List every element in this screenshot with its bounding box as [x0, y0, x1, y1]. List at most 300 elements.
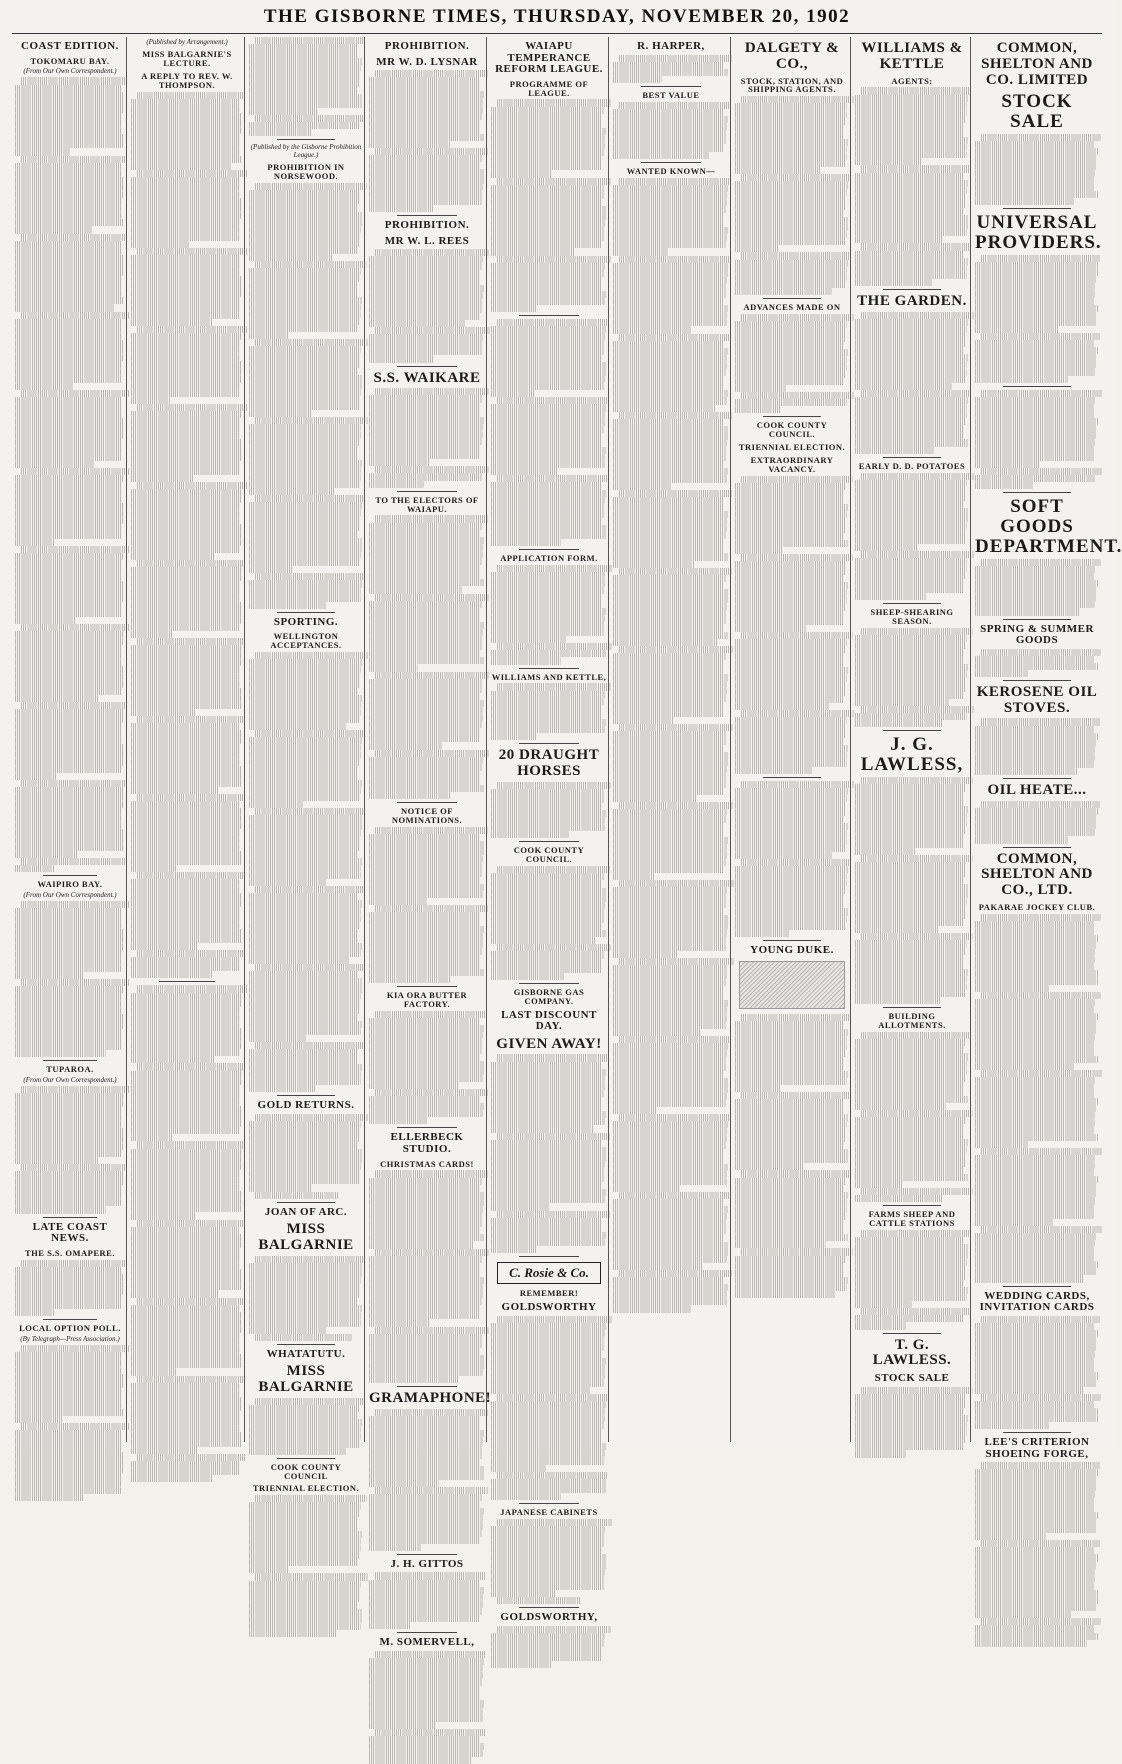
text-line: [131, 624, 240, 631]
text-line: [249, 353, 360, 360]
text-line: [15, 815, 121, 822]
text-line: [249, 1502, 361, 1509]
text-line: [975, 1275, 1084, 1282]
text-line: [249, 318, 360, 325]
text-line: [249, 311, 361, 318]
text-line: [975, 1268, 1097, 1275]
text-line: [369, 679, 482, 686]
article-body: [15, 901, 125, 1057]
text-line: [855, 1131, 964, 1138]
text-line: [131, 865, 176, 872]
headline: DALGETY & CO.,: [744, 40, 840, 72]
text-line: [249, 1298, 358, 1305]
text-line: [491, 1590, 555, 1597]
text-line: [491, 959, 602, 966]
text-line: [613, 660, 724, 667]
text-line: [491, 149, 604, 156]
text-line: [131, 737, 241, 744]
text-line: [255, 183, 367, 190]
headline: 20 DRAUGHT HORSES: [498, 747, 600, 779]
text-line: [15, 1128, 124, 1135]
text-line: [855, 102, 967, 109]
text-line: [975, 1155, 1095, 1162]
text-line: [497, 1394, 608, 1401]
text-line: [619, 178, 730, 185]
text-line: [369, 1615, 480, 1622]
text-line: [137, 1298, 246, 1305]
text-line: [249, 1616, 362, 1623]
text-line: [491, 1533, 604, 1540]
text-line: [249, 1028, 361, 1035]
text-line: [369, 735, 480, 742]
text-line: [735, 547, 783, 554]
text-line: [613, 986, 724, 993]
text-line: [249, 467, 361, 474]
text-line: [497, 319, 608, 326]
text-line: [491, 937, 595, 944]
text-line: [131, 205, 241, 212]
text-line: [137, 92, 246, 99]
text-line: [15, 851, 78, 858]
column-rule: [126, 37, 127, 1442]
text-line: [249, 1517, 358, 1524]
text-line: [249, 943, 362, 950]
text-line: [975, 808, 1098, 815]
text-line: [369, 459, 430, 466]
text-line: [21, 390, 129, 397]
text-line: [855, 411, 967, 418]
text-line: [735, 260, 848, 267]
text-line: [491, 1429, 602, 1436]
text-line: [249, 94, 362, 101]
text-line: [15, 347, 123, 354]
text-line: [131, 574, 241, 581]
headline: LOCAL OPTION POLL.: [19, 1323, 121, 1334]
text-line: [369, 601, 482, 608]
text-line: [15, 219, 124, 226]
text-line: [491, 482, 602, 489]
text-line: [975, 1562, 1097, 1569]
text-line: [613, 1164, 728, 1171]
advertiser-logo: C. Rosie & Co.: [497, 1262, 601, 1284]
text-line: [975, 1351, 1095, 1358]
section-divider: [43, 1319, 97, 1320]
text-line: [249, 1412, 358, 1419]
text-line: [249, 282, 358, 289]
text-line: [21, 901, 129, 908]
text-line: [861, 1387, 973, 1394]
text-line: [855, 347, 964, 354]
text-line: [855, 834, 964, 841]
text-line: [861, 1230, 972, 1237]
text-line: [369, 1473, 484, 1480]
text-line: [861, 243, 972, 250]
headline: TO THE ELECTORS OF WAIAPU.: [375, 494, 479, 514]
text-line: [613, 76, 662, 83]
text-line: [613, 532, 726, 539]
text-line: [855, 565, 967, 572]
article-body: [491, 866, 607, 980]
text-line: [975, 1330, 1098, 1337]
text-line: [975, 1633, 1098, 1640]
text-line: [975, 1084, 1094, 1091]
text-line: [131, 184, 239, 191]
text-line: [855, 841, 964, 848]
text-line: [613, 866, 724, 873]
text-line: [491, 433, 602, 440]
text-line: [613, 674, 728, 681]
text-line: [369, 1061, 484, 1068]
text-line: [21, 234, 128, 241]
text-line: [975, 566, 1095, 573]
text-line: [975, 985, 1049, 992]
article-body: [613, 55, 729, 83]
headline: JOAN OF ARC.: [264, 1205, 348, 1218]
text-line: [369, 452, 480, 459]
text-line: [131, 276, 242, 283]
text-line: [613, 213, 724, 220]
dateline: (Published by the Gisborne Prohibition League.): [250, 143, 362, 160]
section-divider: [277, 1202, 335, 1203]
headline: SOFT GOODS DEPARTMENT.: [975, 495, 1122, 557]
text-line: [249, 552, 361, 559]
text-line: [975, 1006, 1094, 1013]
text-line: [613, 1043, 728, 1050]
text-line: [15, 304, 114, 311]
text-line: [369, 1192, 484, 1199]
text-line: [855, 432, 964, 439]
headline: SPRING & SUMMER GOODS: [980, 622, 1094, 647]
text-line: [131, 1276, 242, 1283]
text-line: [15, 92, 124, 99]
text-line: [735, 1163, 803, 1170]
text-line: [15, 319, 122, 326]
text-line: [613, 525, 727, 532]
text-line: [131, 496, 241, 503]
text-line: [131, 1120, 241, 1127]
text-line: [491, 1415, 605, 1422]
text-line: [369, 113, 482, 120]
text-line: [735, 328, 846, 335]
headline: BUILDING ALLOTMENTS.: [878, 1011, 946, 1031]
text-line: [131, 929, 242, 936]
text-line: [131, 375, 241, 382]
text-line: [21, 1423, 129, 1430]
text-line: [369, 544, 483, 551]
text-line: [613, 1178, 727, 1185]
text-line: [855, 1280, 964, 1287]
text-line: [855, 529, 966, 536]
text-line: [497, 475, 608, 482]
text-line: [491, 810, 606, 817]
text-line: [491, 629, 604, 636]
text-line: [249, 993, 361, 1000]
text-line: [491, 1175, 604, 1182]
text-line: [613, 809, 727, 816]
text-line: [491, 1097, 602, 1104]
text-line: [861, 706, 974, 713]
text-line: [249, 851, 358, 858]
text-line: [855, 447, 935, 454]
text-line: [131, 361, 242, 368]
text-line: [735, 923, 846, 930]
text-line: [249, 936, 358, 943]
text-line: [613, 419, 724, 426]
article-body: [131, 985, 243, 1482]
text-line: [369, 438, 482, 445]
text-line: [497, 1133, 610, 1140]
text-line: [497, 99, 611, 106]
text-line: [249, 431, 361, 438]
text-line: [369, 1437, 483, 1444]
headline: TRIENNIAL ELECTION.: [252, 1483, 360, 1494]
text-line: [735, 1220, 844, 1227]
text-line: [249, 1057, 358, 1064]
text-line: [249, 1531, 362, 1538]
text-line: [369, 1319, 430, 1326]
text-line: [15, 1487, 121, 1494]
text-line: [491, 270, 604, 277]
text-line: [491, 156, 602, 163]
text-line: [855, 130, 964, 137]
text-line: [491, 1323, 606, 1330]
text-line: [855, 180, 968, 187]
text-line: [735, 1078, 847, 1085]
section-divider: [159, 981, 215, 982]
text-line: [369, 198, 482, 205]
text-line: [369, 1075, 483, 1082]
text-line: [249, 702, 361, 709]
text-line: [137, 1454, 246, 1461]
text-line: [249, 780, 362, 787]
text-line: [249, 268, 361, 275]
text-line: [975, 141, 1094, 148]
text-line: [491, 1365, 605, 1372]
text-line: [975, 319, 1097, 326]
text-line: [131, 517, 239, 524]
text-line: [491, 1422, 604, 1429]
headline: OIL HEATE...: [987, 782, 1087, 799]
text-line: [249, 396, 360, 403]
text-line: [613, 383, 724, 390]
section-divider: [397, 1554, 457, 1555]
text-line: [613, 206, 726, 213]
text-line: [975, 184, 1094, 191]
column-7: [732, 37, 852, 1442]
text-line: [131, 688, 242, 695]
headline: GOLDSWORTHY: [501, 1301, 597, 1314]
text-line: [131, 383, 240, 390]
text-line: [855, 558, 967, 565]
text-line: [15, 958, 121, 965]
text-line: [131, 695, 241, 702]
text-line: [735, 674, 847, 681]
text-line: [975, 276, 1097, 283]
text-line: [249, 1545, 361, 1552]
text-line: [497, 256, 611, 263]
section-divider: [1003, 386, 1071, 387]
section-divider: [883, 1205, 941, 1206]
text-line: [975, 418, 1098, 425]
text-line: [15, 361, 122, 368]
section-divider: [519, 315, 579, 316]
text-line: [131, 134, 240, 141]
text-line: [855, 799, 964, 806]
text-line: [491, 1182, 602, 1189]
text-line: [15, 1473, 122, 1480]
text-line: [131, 922, 239, 929]
text-line: [249, 290, 358, 297]
text-line: [855, 354, 968, 361]
text-line: [131, 879, 239, 886]
text-line: [131, 489, 241, 496]
text-line: [15, 1206, 106, 1213]
text-line: [15, 496, 121, 503]
text-line: [741, 252, 850, 259]
text-line: [249, 766, 358, 773]
text-line: [735, 589, 847, 596]
text-line: [741, 1092, 852, 1099]
text-line: [861, 855, 973, 862]
text-line: [369, 707, 483, 714]
text-line: [369, 608, 480, 615]
text-line: [131, 851, 242, 858]
text-line: [975, 1176, 1098, 1183]
text-line: [131, 269, 239, 276]
text-line: [15, 326, 121, 333]
text-line: [735, 575, 844, 582]
text-line: [249, 233, 360, 240]
text-line: [981, 1148, 1103, 1155]
text-line: [15, 1295, 122, 1302]
text-line: [491, 1104, 602, 1111]
text-line: [15, 744, 124, 751]
text-line: [975, 482, 1034, 489]
text-line: [613, 355, 727, 362]
text-line: [255, 964, 366, 971]
text-line: [735, 139, 848, 146]
headline: PROGRAMME OF LEAGUE.: [509, 78, 589, 98]
text-line: [249, 1128, 360, 1135]
text-line: [255, 886, 364, 893]
text-line: [491, 1111, 606, 1118]
text-line: [855, 678, 966, 685]
text-line: [735, 816, 844, 823]
text-line: [369, 551, 483, 558]
article-body: [369, 1651, 485, 1764]
text-line: [491, 691, 605, 698]
text-line: [249, 460, 362, 467]
text-line: [369, 1096, 480, 1103]
text-line: [249, 794, 360, 801]
text-line: [491, 1379, 604, 1386]
text-line: [131, 1071, 242, 1078]
text-line: [975, 754, 1095, 761]
text-line: [369, 1263, 480, 1270]
text-line: [975, 1337, 1097, 1344]
text-line: [735, 288, 832, 295]
article-body: [369, 515, 485, 799]
text-line: [249, 509, 361, 516]
text-line: [369, 1305, 480, 1312]
text-line: [249, 844, 360, 851]
text-line: [735, 873, 847, 880]
article-body: [975, 1462, 1099, 1646]
text-line: [131, 801, 239, 808]
text-line: [15, 936, 123, 943]
text-line: [981, 134, 1101, 141]
text-line: [15, 922, 121, 929]
text-line: [975, 956, 1095, 963]
text-line: [369, 785, 484, 792]
text-line: [855, 1450, 906, 1457]
text-line: [855, 418, 966, 425]
text-line: [131, 893, 242, 900]
text-line: [249, 1021, 362, 1028]
text-line: [855, 333, 966, 340]
text-line: [131, 1269, 242, 1276]
headline: BEST VALUE: [642, 89, 700, 100]
text-line: [249, 1320, 361, 1327]
headline: ADVANCES MADE ON: [743, 301, 841, 312]
text-line: [613, 116, 728, 123]
text-line: [15, 226, 92, 233]
text-line: [735, 1121, 847, 1128]
text-line: [491, 966, 602, 973]
text-line: [249, 865, 361, 872]
section-divider: [43, 1217, 97, 1218]
text-line: [249, 1552, 360, 1559]
text-line: [131, 766, 242, 773]
text-line: [855, 376, 966, 383]
text-line: [491, 1450, 605, 1457]
text-line: [741, 1248, 853, 1255]
text-line: [131, 524, 242, 531]
text-line: [15, 453, 121, 460]
section-divider: [1003, 208, 1071, 209]
text-line: [735, 795, 847, 802]
text-line: [975, 1611, 1071, 1618]
text-line: [131, 198, 242, 205]
text-line: [15, 404, 122, 411]
text-line: [491, 213, 606, 220]
text-line: [369, 141, 450, 148]
text-line: [735, 189, 847, 196]
text-line: [981, 1394, 1101, 1401]
text-line: [491, 1239, 605, 1246]
text-line: [855, 870, 966, 877]
text-line: [855, 208, 964, 215]
text-line: [491, 412, 605, 419]
text-line: [975, 1048, 1094, 1055]
text-line: [981, 1618, 1101, 1625]
text-line: [619, 646, 733, 653]
text-line: [131, 1000, 241, 1007]
text-line: [975, 148, 1098, 155]
text-line: [735, 378, 844, 385]
text-line: [855, 586, 964, 593]
section-divider: [1003, 619, 1071, 620]
text-line: [15, 758, 123, 765]
article-body: [735, 314, 849, 413]
text-line: [613, 376, 724, 383]
text-line: [855, 279, 932, 286]
headline: COOK COUNTY COUNCIL.: [756, 420, 828, 440]
text-line: [369, 778, 480, 785]
text-line: [369, 277, 480, 284]
text-line: [249, 1419, 362, 1426]
text-line: [369, 1750, 483, 1757]
